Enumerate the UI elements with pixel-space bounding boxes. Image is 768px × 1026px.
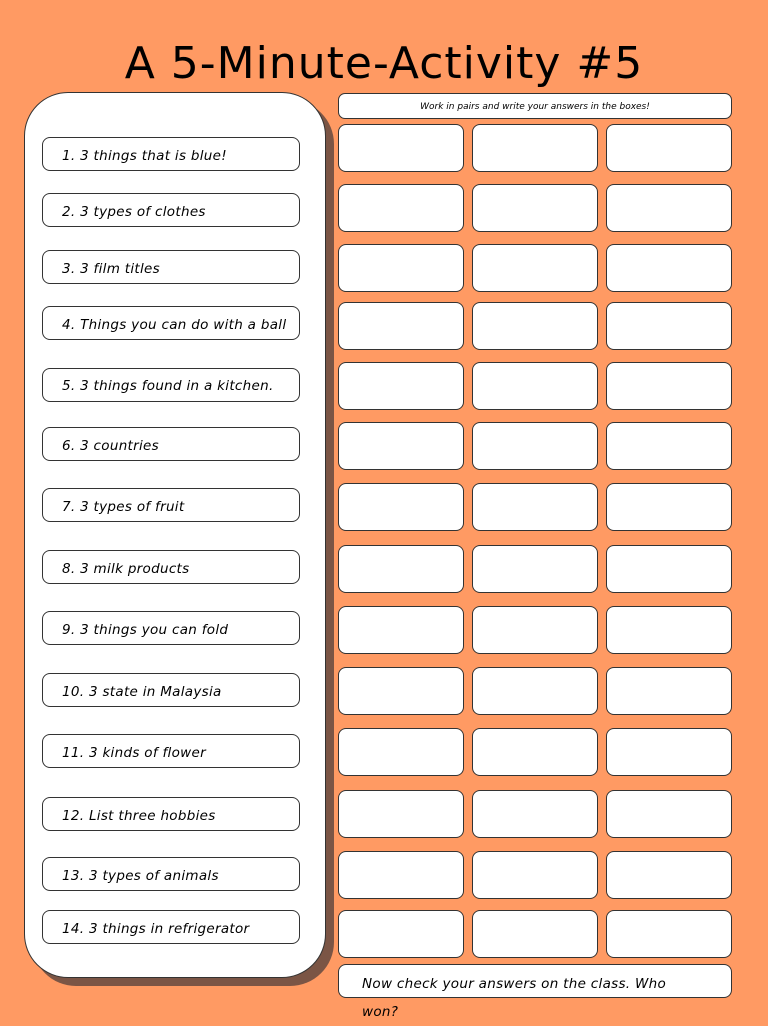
answer-box[interactable]: [338, 184, 464, 232]
answer-box[interactable]: [472, 483, 598, 531]
answer-box[interactable]: [472, 667, 598, 715]
question-text: 7. 3 types of fruit: [62, 499, 185, 515]
answer-box[interactable]: [606, 244, 732, 292]
answer-box[interactable]: [472, 362, 598, 410]
answer-box[interactable]: [472, 184, 598, 232]
answer-box[interactable]: [472, 545, 598, 593]
question-text: 13. 3 types of animals: [62, 868, 219, 884]
question-text: 8. 3 milk products: [62, 561, 190, 577]
answer-box[interactable]: [606, 184, 732, 232]
answer-box[interactable]: [338, 545, 464, 593]
question-text: 14. 3 things in refrigerator: [62, 921, 250, 937]
answer-box[interactable]: [472, 244, 598, 292]
question-text: 1. 3 things that is blue!: [62, 148, 227, 164]
answer-box[interactable]: [472, 851, 598, 899]
question-text: 11. 3 kinds of flower: [62, 745, 206, 761]
answer-box[interactable]: [472, 124, 598, 172]
answer-box[interactable]: [606, 422, 732, 470]
question-text: 3. 3 film titles: [62, 261, 160, 277]
question-text: 6. 3 countries: [62, 438, 159, 454]
page-title: A 5-Minute-Activity #5: [124, 38, 644, 89]
answer-box[interactable]: [606, 910, 732, 958]
question-text: 9. 3 things you can fold: [62, 622, 229, 638]
answer-box[interactable]: [472, 910, 598, 958]
answer-box[interactable]: [606, 667, 732, 715]
answer-box[interactable]: [338, 728, 464, 776]
answer-box[interactable]: [338, 362, 464, 410]
answer-box[interactable]: [338, 910, 464, 958]
answer-box[interactable]: [606, 728, 732, 776]
answer-box[interactable]: [606, 124, 732, 172]
answer-box[interactable]: [338, 606, 464, 654]
answer-box[interactable]: [472, 302, 598, 350]
question-text: 12. List three hobbies: [62, 808, 216, 824]
answer-box[interactable]: [338, 667, 464, 715]
answer-box[interactable]: [338, 422, 464, 470]
question-text: 4. Things you can do with a ball: [62, 317, 287, 333]
footer-text: Now check your answers on the class. Who won?: [362, 976, 667, 1020]
answer-box[interactable]: [606, 790, 732, 838]
answer-box[interactable]: [606, 606, 732, 654]
answer-box[interactable]: [606, 302, 732, 350]
answer-box[interactable]: [338, 790, 464, 838]
answer-box[interactable]: [338, 244, 464, 292]
answer-box[interactable]: [472, 790, 598, 838]
answer-box[interactable]: [338, 851, 464, 899]
answer-box[interactable]: [338, 483, 464, 531]
question-text: 5. 3 things found in a kitchen.: [62, 378, 274, 394]
answer-box[interactable]: [606, 362, 732, 410]
answer-box[interactable]: [472, 728, 598, 776]
answer-box[interactable]: [606, 851, 732, 899]
answer-box[interactable]: [606, 545, 732, 593]
answer-box[interactable]: [472, 422, 598, 470]
answer-box[interactable]: [472, 606, 598, 654]
answer-box[interactable]: [338, 302, 464, 350]
answer-box[interactable]: [606, 483, 732, 531]
question-text: 2. 3 types of clothes: [62, 204, 206, 220]
question-text: 10. 3 state in Malaysia: [62, 684, 222, 700]
answer-box[interactable]: [338, 124, 464, 172]
instructions-box: Work in pairs and write your answers in the boxes!: [338, 93, 732, 119]
